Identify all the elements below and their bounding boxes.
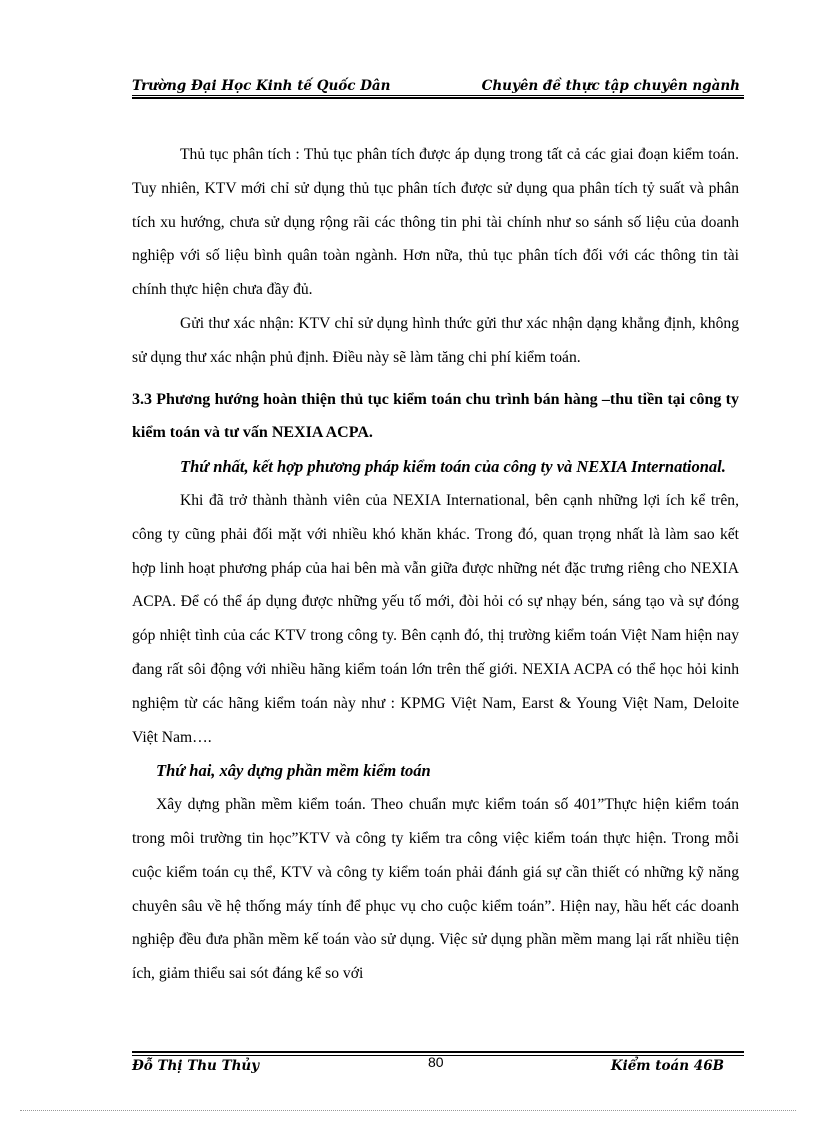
page-header (132, 74, 744, 96)
paragraph-nexia-integration: Khi đã trở thành thành viên của NEXIA International, bên cạnh những lợi ích kể trên, công ty cũng phải đối mặt với nhiều khó khăn khác. Trong đó, quan trọng nhất là làm sao kết hợp linh hoạt phương pháp của hai bên mà vẫn giữa được những nét đặc trưng riêng cho NEXIA ACPA. Để có thể áp dụng được những yếu tố mới, đòi hỏi có sự nhạy bén, sáng tạo và sự đóng góp nhiệt tình của các KTV trong công ty. Bên cạnh đó, thị trường kiểm toán Việt Nam hiện nay đang rất sôi động với nhiều hãng kiểm toán lớn trên thế giới. NEXIA ACPA có thể học hỏi kinh nghiệm từ các hãng kiểm toán này như : KPMG Việt Nam, Earst & Young Việt Nam, Deloite Việt Nam…. (132, 491, 739, 746)
page-number: 80 (428, 1054, 444, 1070)
page-body (132, 138, 739, 991)
header-rule-thin (132, 95, 744, 96)
paragraph-analytical-procedures: Thủ tục phân tích : Thủ tục phân tích được áp dụng trong tất cả các giai đoạn kiểm toán. Tuy nhiên, KTV mới chỉ sử dụng thủ tục phân tích được sử dụng qua phân tích tỷ suất và phân tích xu hướng, chưa sử dụng rộng rãi các thông tin phi tài chính như so sánh số liệu của doanh nghiệp với số liệu bình quân toàn ngành. Hơn nữa, thủ tục phân tích đối với các thông tin tài chính thực hiện chưa đầy đủ. (132, 146, 739, 299)
subheading-first: Thứ nhất, kết hợp phương pháp kiểm toán của công ty và NEXIA International. (180, 457, 726, 477)
paragraph-confirmation-letters: Gửi thư xác nhận: KTV chỉ sử dụng hình thức gửi thư xác nhận dạng khẳng định, không sử dụng thư xác nhận phủ định. Điều này sẽ làm tăng chi phí kiểm toán. (132, 314, 739, 366)
header-report-title: Chuyên đề thực tập chuyên ngành (481, 78, 740, 94)
page-bottom-dotted-border (20, 1110, 796, 1111)
footer-author: Đỗ Thị Thu Thủy (132, 1058, 260, 1074)
footer-rule-thick (132, 1051, 744, 1053)
header-rule-thick (132, 97, 744, 99)
paragraph-audit-software: Xây dựng phần mềm kiểm toán. Theo chuẩn mực kiểm toán số 401”Thực hiện kiểm toán trong môi trường tin học”KTV và công ty kiểm tra công việc kiểm toán thực hiện. Trong mỗi cuộc kiểm toán cụ thể, KTV và công ty kiểm toán phải đánh giá sự cần thiết có những kỹ năng chuyên sâu về hệ thống máy tính để phục vụ cho cuộc kiểm toán”. Hiện nay, hầu hết các doanh nghiệp đều đưa phần mềm kế toán vào sử dụng. Việc sử dụng phần mềm mang lại rất nhiều tiện ích, giảm thiểu sai sót đáng kể so với (132, 796, 739, 983)
page-footer (132, 1054, 744, 1076)
subheading-second: Thứ hai, xây dựng phần mềm kiểm toán (156, 761, 431, 781)
footer-class: Kiểm toán 46B (610, 1058, 724, 1074)
header-university: Trường Đại Học Kinh tế Quốc Dân (132, 78, 391, 94)
section-heading-3-3: 3.3 Phương hướng hoàn thiện thủ tục kiểm toán chu trình bán hàng –thu tiền tại công ty kiểm toán và tư vấn NEXIA ACPA. (132, 390, 739, 442)
